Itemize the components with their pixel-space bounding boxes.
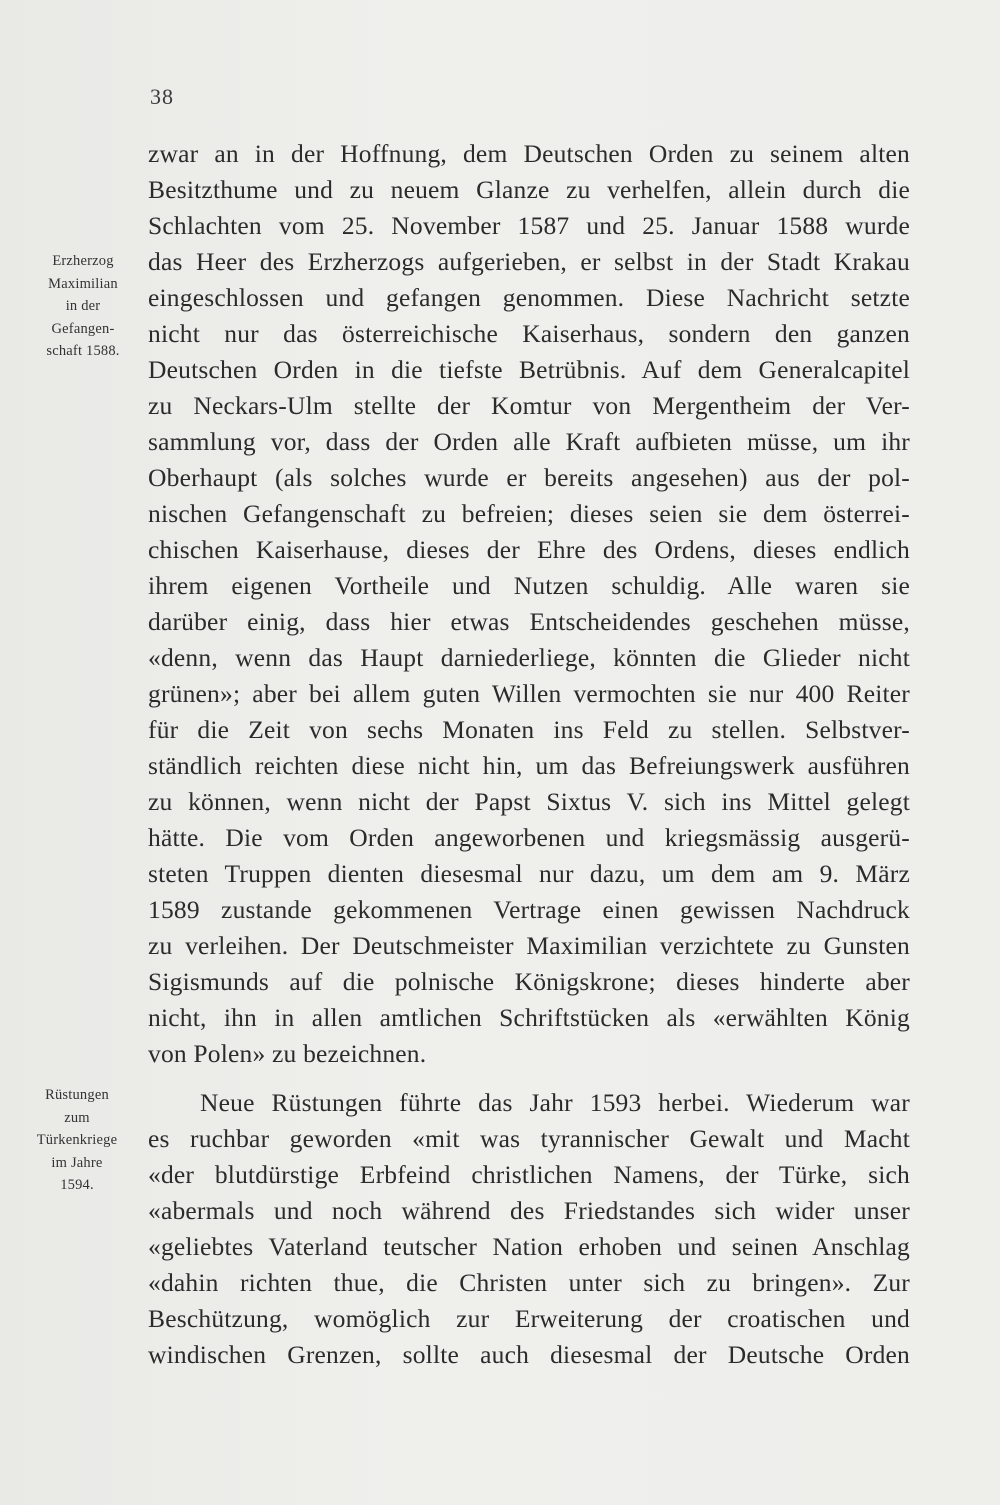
text-line: «denn, wenn das Haupt darniederliege, könnten die Glieder nicht <box>148 643 910 672</box>
text-line: zu Neckars-Ulm stellte der Komtur von Mergentheim der Ver- <box>148 391 910 420</box>
text-line: zwar an in der Hoffnung, dem Deutschen Orden zu seinem alten <box>148 139 910 168</box>
text-line: darüber einig, dass hier etwas Entscheidendes geschehen müsse, <box>148 607 910 636</box>
text-line: ihrem eigenen Vortheile und Nutzen schuldig. Alle waren sie <box>148 571 910 600</box>
text-line: chischen Kaiserhause, dieses der Ehre des Ordens, dieses endlich <box>148 535 910 564</box>
marginal-note-line: Rüstungen <box>45 1087 109 1103</box>
page-number: 38 <box>150 84 174 109</box>
text-line: es ruchbar geworden «mit was tyrannischer Gewalt und Macht <box>148 1124 910 1153</box>
text-line: steten Truppen dienten diesesmal nur dazu, um dem am 9. März <box>148 859 910 888</box>
marginal-note-turkish-war <box>22 1084 132 1197</box>
text-line: windischen Grenzen, sollte auch diesesmal der Deutsche Orden <box>148 1340 910 1369</box>
marginal-note-line: 1594. <box>60 1177 94 1193</box>
text-line: zu verleihen. Der Deutschmeister Maximilian verzichtete zu Gunsten <box>148 931 910 960</box>
text-line: Beschützung, womöglich zur Erweiterung der croatischen und <box>148 1304 910 1333</box>
text-line: Schlachten vom 25. November 1587 und 25. Januar 1588 wurde <box>148 211 910 240</box>
text-line: nicht nur das österreichische Kaiserhaus, sondern den ganzen <box>148 319 910 348</box>
marginal-note-line: Erzherzog <box>52 253 114 269</box>
text-line: eingeschlossen und gefangen genommen. Diese Nachricht setzte <box>148 283 910 312</box>
text-line: «der blutdürstige Erbfeind christlichen Namens, der Türke, sich <box>148 1160 910 1189</box>
marginal-note-line: schaft 1588. <box>46 343 120 359</box>
text-line: zu können, wenn nicht der Papst Sixtus V. sich ins Mittel gelegt <box>148 787 910 816</box>
text-line: nischen Gefangenschaft zu befreien; dieses seien sie dem österrei- <box>148 499 910 528</box>
text-line: von Polen» zu bezeichnen. <box>148 1039 427 1068</box>
marginal-note-line: Türkenkriege <box>36 1132 118 1148</box>
marginal-note-line: im Jahre <box>51 1154 103 1171</box>
text-line: sammlung vor, dass der Orden alle Kraft aufbieten müsse, um ihr <box>148 427 910 456</box>
text-line: Neue Rüstungen führte das Jahr 1593 herbei. Wiederum war <box>200 1088 910 1117</box>
text-line: hätte. Die vom Orden angeworbenen und kriegsmässig ausgerü- <box>148 823 910 852</box>
text-line: für die Zeit von sechs Monaten ins Feld zu stellen. Selbstver- <box>148 715 910 744</box>
text-line: Besitzthume und zu neuem Glanze zu verhelfen, allein durch die <box>148 175 910 204</box>
text-line: Deutschen Orden in die tiefste Betrübnis. Auf dem Generalcapitel <box>148 355 910 384</box>
text-line: ständlich reichten diese nicht hin, um das Befreiungswerk ausführen <box>148 751 910 780</box>
text-line: Oberhaupt (als solches wurde er bereits angesehen) aus der pol- <box>148 463 910 492</box>
text-line: grünen»; aber bei allem guten Willen vermochten sie nur 400 Reiter <box>148 679 910 708</box>
text-line: das Heer des Erzherzogs aufgerieben, er selbst in der Stadt Krakau <box>148 247 910 276</box>
marginal-note-line: Gefangen- <box>51 320 115 337</box>
text-line: «dahin richten thue, die Christen unter sich zu bringen». Zur <box>148 1268 910 1297</box>
text-line: «geliebtes Vaterland teutscher Nation erhoben und seinen Anschlag <box>148 1232 910 1261</box>
marginal-note-line: in der <box>65 298 101 314</box>
marginal-note-line: zum <box>64 1109 90 1126</box>
marginal-note-captivity <box>28 250 138 363</box>
text-line: nicht, ihn in allen amtlichen Schriftstücken als «erwählten König <box>148 1003 910 1032</box>
text-line: «abermals und noch während des Friedstandes sich wider unser <box>148 1196 910 1225</box>
text-line: 1589 zustande gekommenen Vertrage einen gewissen Nachdruck <box>148 895 910 924</box>
marginal-note-line: Maximilian <box>48 275 118 292</box>
text-line: Sigismunds auf die polnische Königskrone; dieses hinderte aber <box>148 967 910 996</box>
